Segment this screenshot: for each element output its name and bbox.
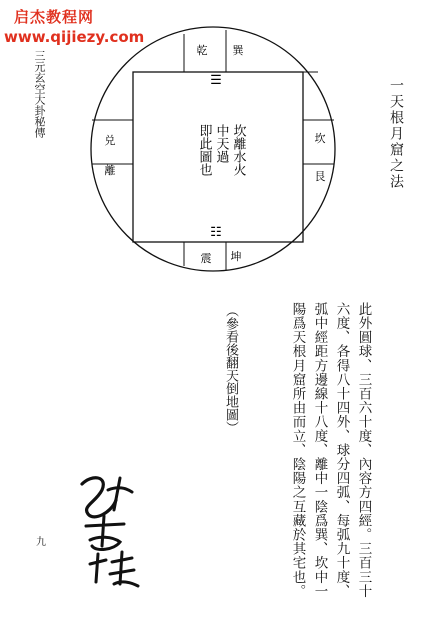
tiangen-yueku-diagram	[88, 24, 338, 274]
label-right: 坎	[314, 132, 326, 145]
label-top-right: 巽	[232, 44, 244, 57]
label-right-2: 艮	[314, 170, 326, 183]
watermark-url: www.qijiezy.com	[4, 28, 145, 46]
page-number: 九	[36, 537, 46, 548]
top-trigram: ☰	[210, 73, 222, 88]
label-top-left: 乾	[196, 44, 208, 57]
body-column-2: 六度、各得八十四外、球分四弧、每弧九十度、	[333, 302, 350, 599]
body-column-4: 陽爲天根月窟所由而立、陰陽之互藏於其宅也。	[289, 302, 306, 599]
section-title: 一天根月窟之法	[388, 78, 404, 190]
label-bottom-right: 坤	[230, 250, 242, 263]
body-column-1: 此外圓球、三百六十度、內容方四經。三百三十	[355, 302, 372, 599]
bottom-trigram: ☷	[210, 225, 222, 240]
book-title: 三元玄空大卦秘傳	[33, 50, 46, 138]
reference-note: （參看後翻天倒地圖）	[223, 304, 238, 434]
body-column-3: 弧中經距方邊線十八度、離中一陰爲巽、坎中一	[311, 302, 328, 599]
watermark-site-name: 启杰教程网	[14, 8, 95, 26]
center-line-3: 即此圖也	[196, 124, 212, 176]
center-line-1: 坎離水火	[230, 124, 246, 176]
label-left-side-mark: 離	[104, 164, 116, 177]
center-line-2: 中天過	[213, 124, 229, 163]
label-bottom-left: 震	[200, 252, 212, 265]
signature-stamp	[72, 470, 152, 590]
label-left: 兑	[104, 134, 116, 147]
